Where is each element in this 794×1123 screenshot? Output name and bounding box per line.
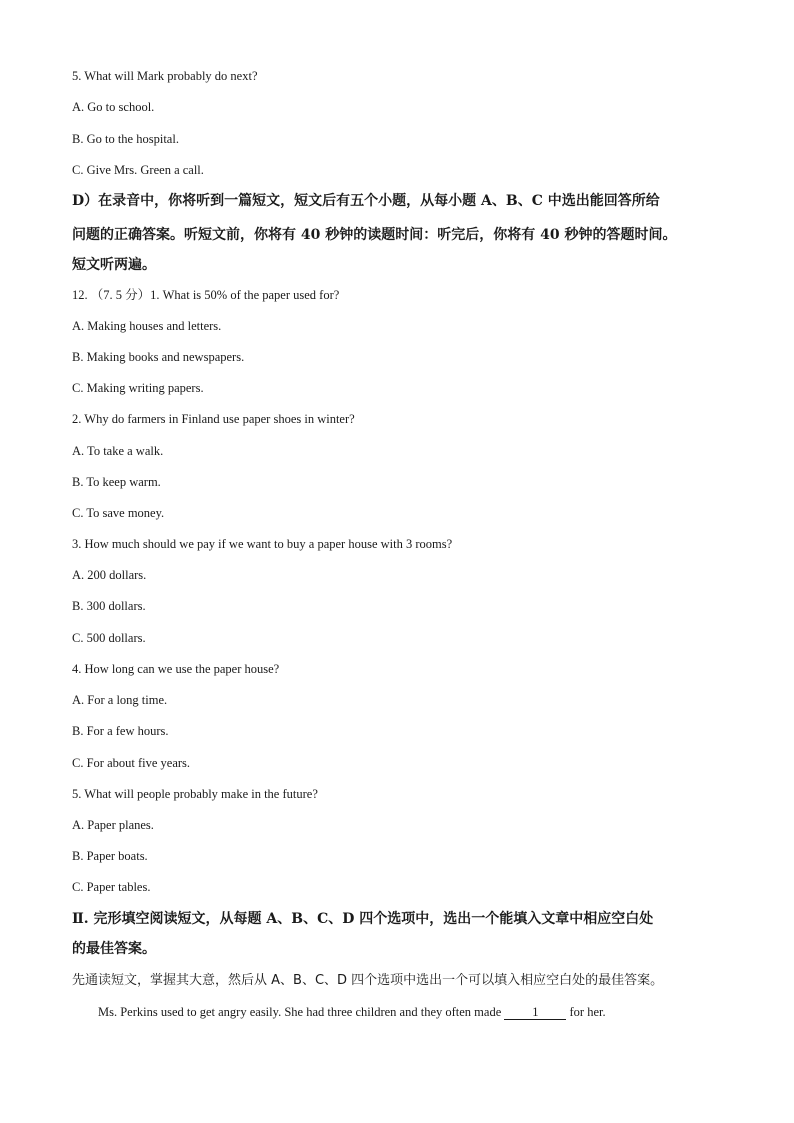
option-a: A. Go to school. (72, 100, 155, 114)
passage-text: Ms. Perkins used to get angry easily. She had three children and they often made (98, 1005, 505, 1019)
passage-line (98, 1004, 606, 1020)
question-3: 3. How much should we pay if we want to buy a paper house with 3 rooms? (72, 537, 453, 551)
question-12-header: 12. （7. 5 分）1. What is 50% of the paper used for? (72, 288, 340, 302)
q2-option-a: A. To take a walk. (72, 444, 164, 458)
q4-option-c: C. For about five years. (72, 756, 191, 770)
section-d-instruction: D）在录音中，你将听到一篇短文，短文后有五个小题，从每小题 A、B、C 中选出能回答所给 (72, 193, 660, 209)
q2-option-b: B. To keep warm. (72, 475, 161, 489)
question-5-mark: 5. What will Mark probably do next? (72, 69, 258, 83)
passage-text: for her. (566, 1005, 606, 1019)
section-d-instruction: 短文听两遍。 (72, 257, 156, 273)
q1-option-a: A. Making houses and letters. (72, 319, 222, 333)
q3-option-c: C. 500 dollars. (72, 631, 146, 645)
q4-option-b: B. For a few hours. (72, 724, 169, 738)
q3-option-b: B. 300 dollars. (72, 599, 146, 613)
q5-option-b: B. Paper boats. (72, 849, 148, 863)
q1-option-c: C. Making writing papers. (72, 381, 204, 395)
q5-option-a: A. Paper planes. (72, 818, 154, 832)
option-b: B. Go to the hospital. (72, 132, 179, 146)
q5-option-c: C. Paper tables. (72, 880, 151, 894)
question-4: 4. How long can we use the paper house? (72, 662, 280, 676)
question-2: 2. Why do farmers in Finland use paper shoes in winter? (72, 412, 355, 426)
option-c: C. Give Mrs. Green a call. (72, 163, 204, 177)
q1-option-b: B. Making books and newspapers. (72, 350, 245, 364)
blank-1: 1 (504, 1005, 566, 1020)
section-d-instruction: 问题的正确答案。听短文前，你将有 40 秒钟的读题时间：听完后，你将有 40 秒钟的答题时间。 (72, 227, 677, 243)
q4-option-a: A. For a long time. (72, 693, 168, 707)
section-ii-heading: Ⅱ. 完形填空阅读短文，从每题 A、B、C、D 四个选项中，选出一个能填入文章中相应空白处 (72, 911, 654, 927)
section-ii-heading: 的最佳答案。 (72, 941, 156, 957)
q3-option-a: A. 200 dollars. (72, 568, 147, 582)
q2-option-c: C. To save money. (72, 506, 165, 520)
question-5: 5. What will people probably make in the future? (72, 787, 318, 801)
section-ii-intro: 先通读短文，掌握其大意，然后从 A、B、C、D 四个选项中选出一个可以填入相应空白处的最佳答案。 (72, 973, 664, 988)
